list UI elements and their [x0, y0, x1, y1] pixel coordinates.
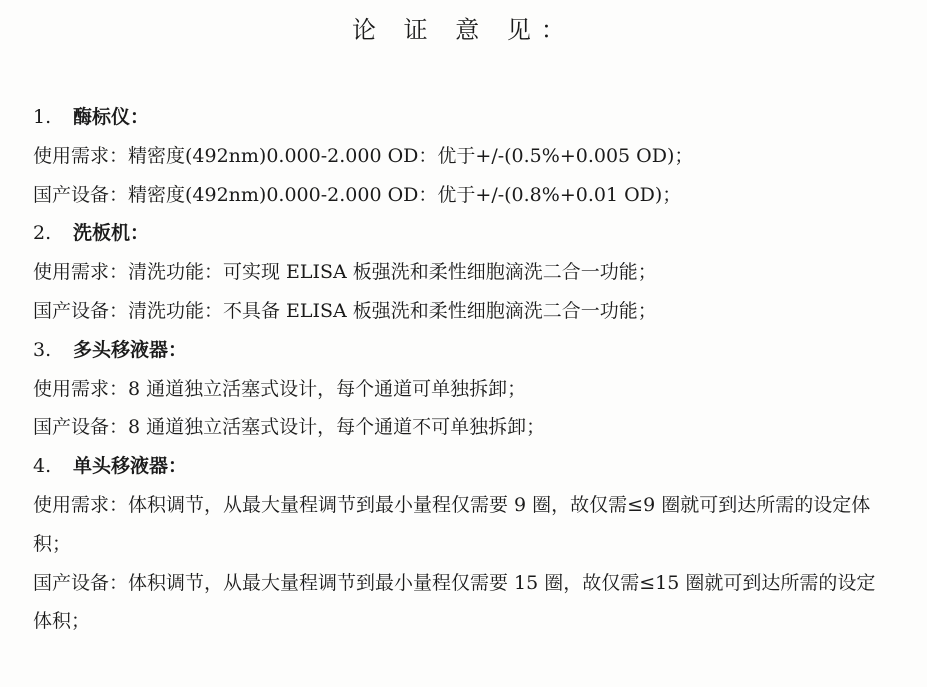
section-number: 1.: [33, 106, 52, 128]
section-title: 酶标仪：: [73, 106, 150, 128]
section-number: 4.: [33, 455, 52, 478]
domestic-line: 国产设备：8 通道独立活塞式设计，每个通道不可单独拆卸；: [33, 416, 546, 439]
document-title: 论 证 意 见：: [352, 16, 575, 44]
section-title: 洗板机：: [73, 222, 150, 245]
section-heading: [33, 447, 903, 486]
section-title: 多头移液器：: [73, 338, 188, 361]
section-number: 3.: [33, 338, 52, 361]
domestic-line: 国产设备：精密度(492nm)0.000-2.000 OD：优于+/-(0.8%+0.01 OD)；: [33, 183, 682, 206]
domestic-line: 国产设备：清洗功能：不具备 ELISA 板强洗和柔性细胞滴洗二合一功能；: [33, 299, 657, 322]
section-title: 单头移液器：: [73, 455, 188, 478]
requirement-line: 使用需求：体积调节，从最大量程调节到最小量程仅需要 9 圈，故仅需≤9 圈就可到达所需的设定体积；: [33, 493, 871, 555]
document-body: [33, 98, 903, 641]
section-heading: [33, 214, 903, 253]
domestic-line: 国产设备：体积调节，从最大量程调节到最小量程仅需要 15 圈，故仅需≤15 圈就可到达所需的设定体积；: [33, 571, 876, 633]
requirement-line: 使用需求：清洗功能：可实现 ELISA 板强洗和柔性细胞滴洗二合一功能；: [33, 261, 657, 284]
requirement-line: 使用需求：8 通道独立活塞式设计，每个通道可单独拆卸；: [33, 377, 527, 400]
requirement-line: 使用需求：精密度(492nm)0.000-2.000 OD：优于+/-(0.5%+0.005 OD)；: [33, 144, 694, 167]
section-heading: [33, 331, 903, 370]
section-heading: [33, 98, 903, 137]
section-number: 2.: [33, 222, 52, 245]
